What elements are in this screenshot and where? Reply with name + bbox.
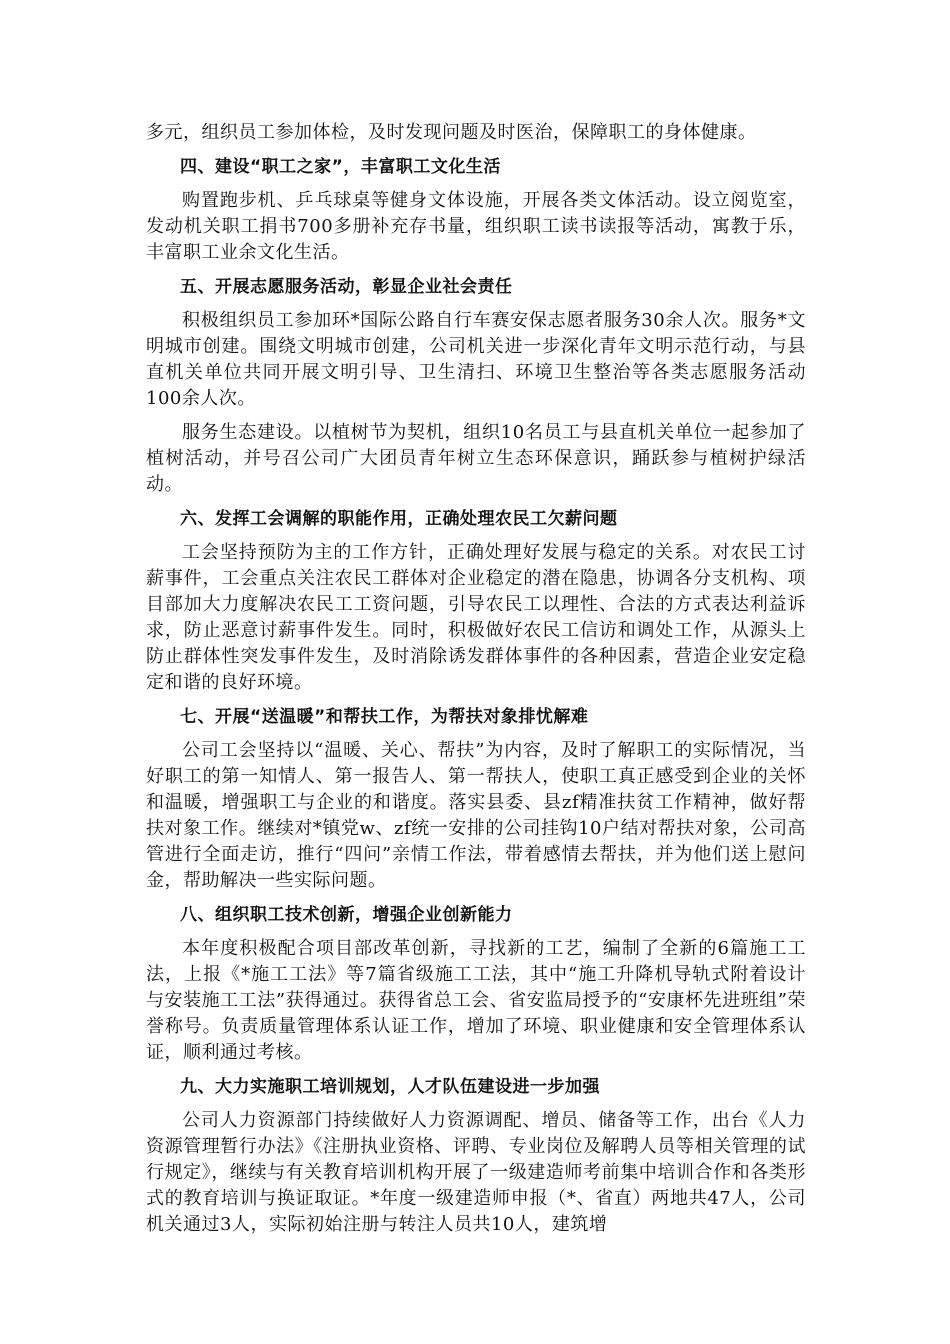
paragraph-warmth-assistance: 公司工会坚持以“温暖、关心、帮扶”为内容，及时了解职工的实际情况，当好职工的第一知情人、第一报告人、第一帮扶人，使职工真正感受到企业的关怀和温暖，增强职工与企业的和谐度。落实县委、县zf精准扶贫工作精神，做好帮扶对象工作。继续对*镇党w、zf统一安排的公司挂钩10户结对帮扶对象，公司高管进行全面走访，推行“四问”亲情工作法，带着感情去帮扶，并为他们送上慰问金，帮助解决一些实际问题。 — [146, 740, 806, 891]
paragraph-culture-life: 购置跑步机、乒乓球桌等健身文体设施，开展各类文体活动。设立阅览室，发动机关职工捐书700多册补充存书量，组织职工读书读报等活动，寓教于乐，丰富职工业余文化生活。 — [146, 190, 806, 263]
paragraph-health-checkup: 多元，组织员工参加体检，及时发现问题及时医治，保障职工的身体健康。 — [146, 122, 757, 143]
heading-section-7: 七、开展“送温暖”和帮扶工作，为帮扶对象排忧解难 — [180, 707, 589, 727]
heading-section-5: 五、开展志愿服务活动，彰显企业社会责任 — [180, 277, 513, 297]
paragraph-volunteer-service: 积极组织员工参加环*国际公路自行车赛安保志愿者服务30余人次。服务*文明城市创建。围绕文明城市创建，公司机关进一步深化青年文明示范行动，与县直机关单位共同开展文明引导、卫生清扫、环境卫生整治等各类志愿服务活动100余人次。 — [146, 310, 806, 409]
document-page — [146, 120, 806, 1246]
heading-section-8: 八、组织职工技术创新，增强企业创新能力 — [180, 905, 513, 925]
paragraph-training: 公司人力资源部门持续做好人力资源调配、增员、储备等工作，出台《人力资源管理暂行办法》《注册执业资格、评聘、专业岗位及解聘人员等相关管理的试行规定》，继续与有关教育培训机构开展了一级建造师考前集中培训合作和各类形式的教育培训与换证取证。*年度一级建造师申报（*、省直）两地共47人，公司机关通过3人，实际初始注册与转注人员共10人，建筑增 — [146, 1110, 806, 1235]
paragraph-tech-innovation: 本年度积极配合项目部改革创新，寻找新的工艺，编制了全新的6篇施工工法，上报《*施工工法》等7篇省级施工工法，其中“施工升降机导轨式附着设计与安装施工工法”获得通过。获得省总工会、省安监局授予的“安康杯先进班组”荣誉称号。负责质量管理体系认证工作，增加了环境、职业健康和安全管理体系认证，顺利通过考核。 — [146, 938, 806, 1063]
heading-section-4: 四、建设“职工之家”，丰富职工文化生活 — [180, 157, 501, 177]
paragraph-ecology: 服务生态建设。以植树节为契机，组织10名员工与县直机关单位一起参加了植树活动，并号召公司广大团员青年树立生态环保意识，踊跃参与植树护绿活动。 — [146, 422, 806, 495]
heading-section-6: 六、发挥工会调解的职能作用，正确处理农民工欠薪问题 — [180, 509, 618, 529]
paragraph-wage-mediation: 工会坚持预防为主的工作方针，正确处理好发展与稳定的关系。对农民工讨薪事件，工会重点关注农民工群体对企业稳定的潜在隐患，协调各分支机构、项目部加大力度解决农民工工资问题，引导农民工以理性、合法的方式表达利益诉求，防止恶意讨薪事件发生。同时，积极做好农民工信访和调处工作，从源头上防止群体性突发事件发生，及时消除诱发群体事件的各种因素，营造企业安定稳定和谐的良好环境。 — [146, 542, 806, 693]
heading-section-9: 九、大力实施职工培训规划，人才队伍建设进一步加强 — [180, 1077, 600, 1097]
